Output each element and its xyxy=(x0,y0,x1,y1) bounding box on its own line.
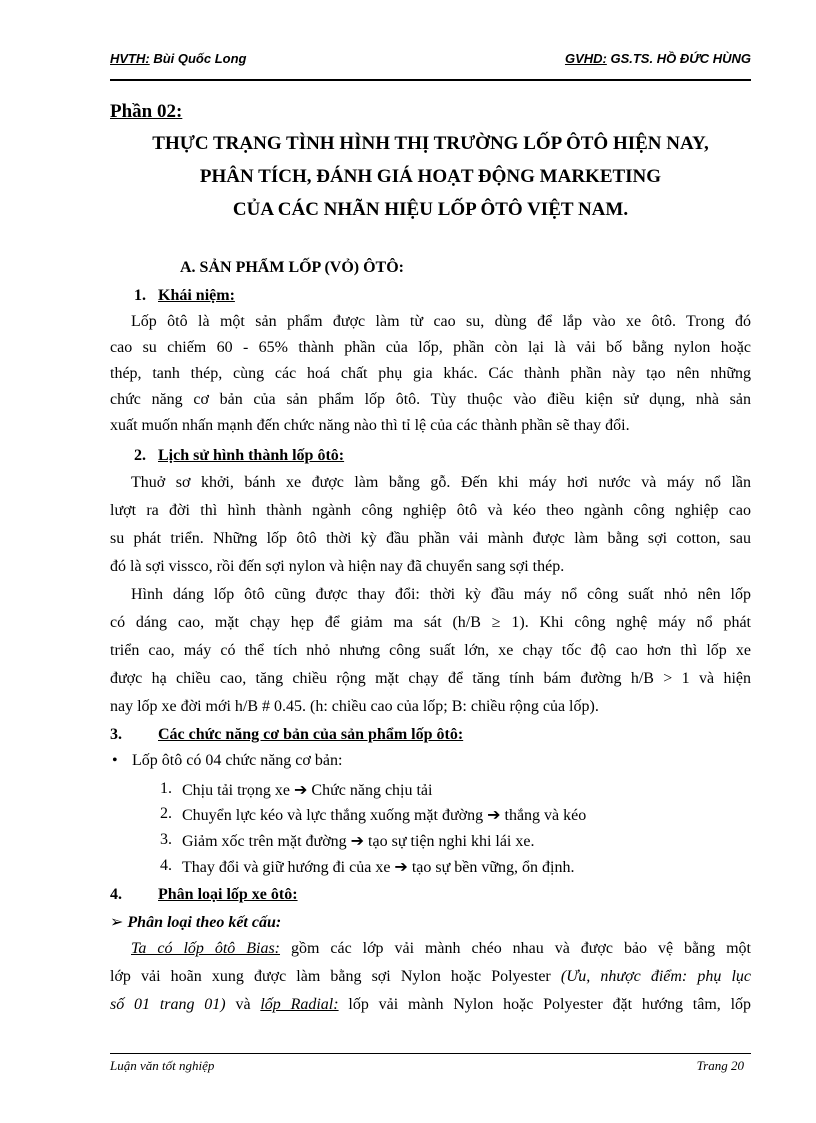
s3-item-4-text: Thay đổi và giữ hướng đi của xe ➔ tạo sự bền vững, ổn định. xyxy=(182,859,575,876)
s2-p2-line-4: được hạ chiều cao, tăng chiều rộng mặt chạy để tăng tính bám đường h/B > 1 và hiện xyxy=(110,670,751,687)
page-header xyxy=(110,51,751,71)
s2-p1-line-4: đó là sợi vissco, rồi đến sợi nylon và hiện nay đã chuyển sang sợi thép. xyxy=(110,558,565,575)
s4-p-line-3-note: số 01 trang 01) xyxy=(110,996,226,1013)
s3-item-1-text: Chịu tải trọng xe ➔ Chức năng chịu tải xyxy=(182,782,433,799)
header-student-label: HVTH: xyxy=(110,51,150,66)
footer-left: Luận văn tốt nghiệp xyxy=(110,1058,215,1073)
header-rule xyxy=(110,79,751,81)
s3-heading: Các chức năng cơ bản của sản phẩm lốp ôtô: xyxy=(158,726,464,743)
s2-p2-line-1: Hình dáng lốp ôtô cũng được thay đổi: thời kỳ đầu máy nổ công suất nhỏ nên lốp xyxy=(131,586,751,603)
s1-line-2: cao su chiếm 60 - 65% thành phần của lốp, phần còn lại là vải bố bằng nylon hoặc xyxy=(110,339,751,356)
s4-p-line-1-text: gồm các lớp vải mành chéo nhau và được bảo vệ bằng một xyxy=(280,940,751,957)
s4-p-line-2 xyxy=(110,968,751,986)
s1-line-3: thép, tanh thép, cùng các hoá chất phụ gia khác. Các thành phần này tạo nên những xyxy=(110,365,751,382)
s3-item-1-number: 1. xyxy=(160,780,172,797)
s3-number: 3. xyxy=(110,726,122,743)
s1-line-4: chức năng cơ bản của sản phẩm lốp ôtô. Tùy thuộc vào điều kiện sử dụng, nhà sản xyxy=(110,391,751,408)
s4-subheading-text: Phân loại theo kết cấu: xyxy=(127,914,282,931)
s4-p-line-2-note: (Ưu, nhược điểm: phụ lục xyxy=(560,968,752,985)
title-line-2: PHÂN TÍCH, ĐÁNH GIÁ HOẠT ĐỘNG MARKETING xyxy=(199,166,662,187)
s3-item-2-number: 2. xyxy=(160,805,172,822)
header-advisor-label: GVHD: xyxy=(564,51,607,66)
s2-p2-line-3: triển cao, máy có thể tích nhỏ nhưng công suất lớn, xe chạy tốc độ cao hơn thì lốp xe xyxy=(110,642,751,659)
header-student xyxy=(110,51,246,66)
header-advisor xyxy=(565,51,751,66)
s3-bullet-text: Lốp ôtô có 04 chức năng cơ bản: xyxy=(132,752,343,769)
s4-number: 4. xyxy=(110,886,122,903)
s4-heading: Phân loại lốp xe ôtô: xyxy=(158,886,298,903)
header-student-name: Bùi Quốc Long xyxy=(149,51,247,66)
s3-item-2-text: Chuyển lực kéo và lực thắng xuống mặt đường ➔ thắng và kéo xyxy=(182,807,587,824)
s1-number: 1. xyxy=(134,287,146,304)
s2-p1-line-3: su phát triển. Những lốp ôtô thời kỳ đầu phần vải mành được làm bằng sợi cotton, sau xyxy=(110,530,751,547)
bias-tire-label: Ta có lốp ôtô Bias: xyxy=(131,940,281,957)
s3-item-3-number: 3. xyxy=(160,831,172,848)
arrow-marker-icon: ➢ xyxy=(110,914,124,931)
title-line-1: THỰC TRẠNG TÌNH HÌNH THỊ TRƯỜNG LỐP ÔTÔ HIỆN NAY, xyxy=(152,133,709,154)
s1-line-5: xuất muốn nhấn mạnh đến chức năng nào thì tỉ lệ của các thành phần sẽ thay đổi. xyxy=(110,417,630,434)
s4-p-line-3-and: và xyxy=(225,996,261,1013)
s3-item-4-number: 4. xyxy=(160,857,172,874)
radial-tire-label: lốp Radial: xyxy=(260,996,339,1013)
s4-p-line-1 xyxy=(131,940,751,958)
footer-rule xyxy=(110,1053,751,1054)
s4-p-line-3 xyxy=(110,996,751,1014)
s2-number: 2. xyxy=(134,447,146,464)
title-line-3: CỦA CÁC NHÃN HIỆU LỐP ÔTÔ VIỆT NAM. xyxy=(232,199,629,220)
part-heading: Phần 02: xyxy=(110,101,183,122)
s2-heading: Lịch sử hình thành lốp ôtô: xyxy=(158,447,345,464)
s2-p2-line-5: nay lốp xe đời mới h/B # 0.45. (h: chiều cao của lốp; B: chiều rộng của lốp). xyxy=(110,698,599,715)
s3-item-3-text: Giảm xốc trên mặt đường ➔ tạo sự tiện nghi khi lái xe. xyxy=(182,833,535,850)
s1-heading: Khái niệm: xyxy=(158,287,235,304)
s3-bullet: • xyxy=(112,752,118,769)
s2-p2-line-2: có dáng cao, mặt chạy hẹp để giảm ma sát (h/B ≥ 1). Khi công nghệ máy nổ phát xyxy=(110,614,751,631)
section-a-heading: A. SẢN PHẨM LỐP (VỎ) ÔTÔ: xyxy=(180,259,404,276)
s4-p-line-3-text: lốp vải mành Nylon hoặc Polyester đặt hướng tâm, lốp xyxy=(338,996,752,1013)
s2-p1-line-1: Thuở sơ khởi, bánh xe được làm bằng gỗ. Đến khi máy hơi nước và máy nổ lần xyxy=(131,474,751,491)
s2-p1-line-2: lượt ra đời thì hình thành ngành công nghiệp ôtô và kéo theo ngành công nghiệp cao xyxy=(110,502,751,519)
footer-page-number: Trang 20 xyxy=(696,1058,744,1073)
header-advisor-name: GS.TS. HỒ ĐỨC HÙNG xyxy=(606,51,751,66)
s1-line-1: Lốp ôtô là một sản phẩm được làm từ cao su, dùng để lắp vào xe ôtô. Trong đó xyxy=(131,313,751,330)
s4-p-line-2-text: lớp vải hoãn xung được làm bằng sợi Nylon hoặc Polyester xyxy=(110,968,561,985)
s4-subheading xyxy=(110,912,751,932)
